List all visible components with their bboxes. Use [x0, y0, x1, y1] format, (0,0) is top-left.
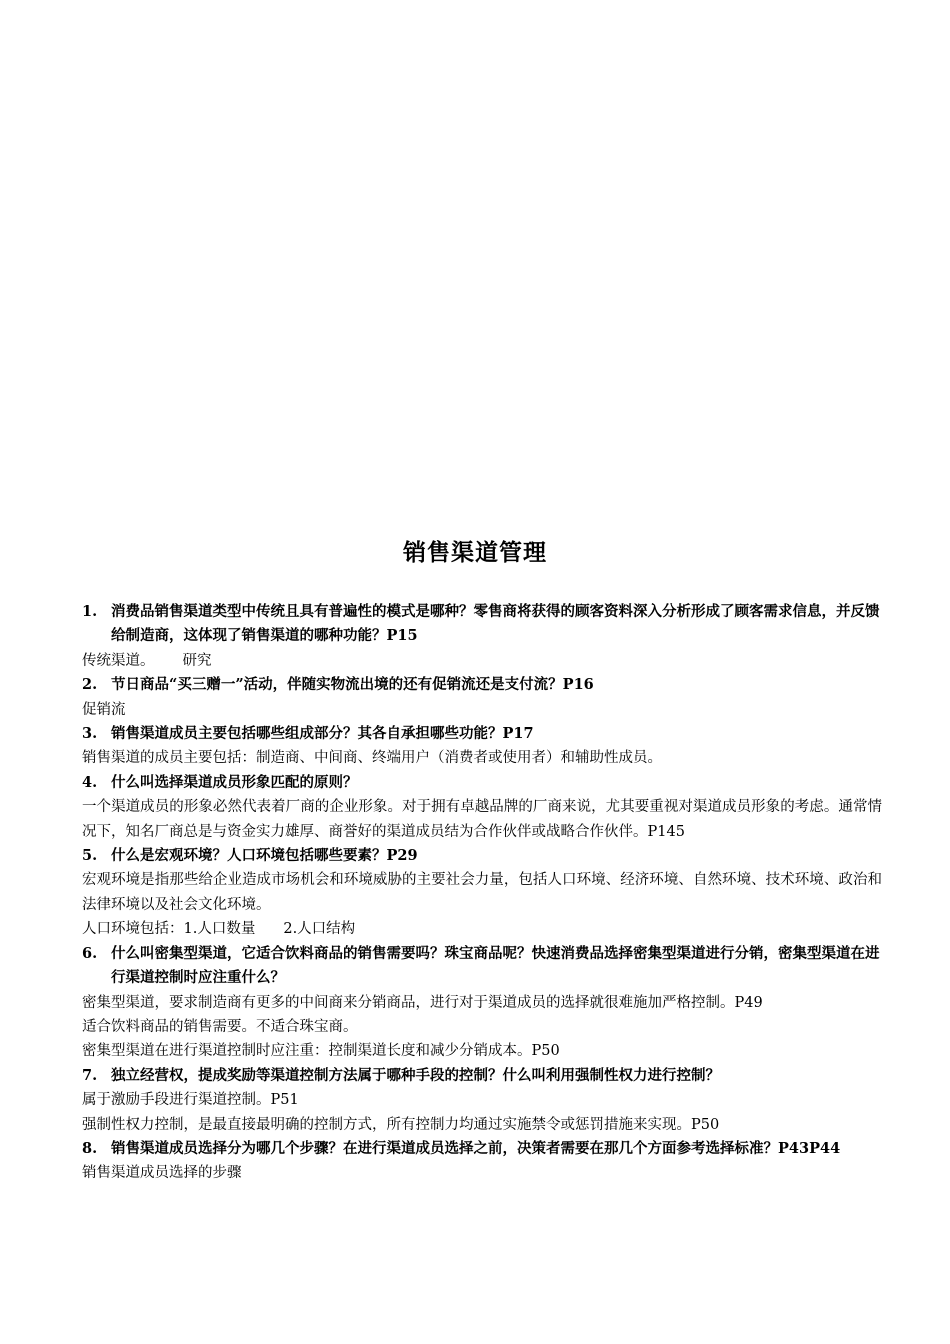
- question-4: [82, 771, 882, 795]
- question-2: [82, 673, 882, 697]
- question-3: [82, 722, 882, 746]
- question-1: [82, 600, 882, 649]
- answer-3: 销售渠道的成员主要包括：制造商、中间商、终端用户（消费者或使用者）和辅助性成员。: [82, 750, 662, 767]
- answer-text: 2.人口结构: [283, 921, 356, 938]
- question-number: 5.: [82, 847, 98, 865]
- answer-text: 人口环境包括：1.人口数量: [82, 921, 256, 938]
- question-text: 节日商品“买三赠一”活动，伴随实物流出境的还有促销流还是支付流？P16: [111, 676, 594, 694]
- answer-6-b: 适合饮料商品的销售需要。不适合珠宝商。: [82, 1018, 358, 1035]
- question-number: 4.: [82, 773, 98, 791]
- question-text: 什么叫选择渠道成员形象匹配的原则？: [111, 773, 358, 791]
- question-number: 2.: [82, 676, 98, 694]
- question-text: 独立经营权，提成奖励等渠道控制方法属于哪种手段的控制？什么叫利用强制性权力进行控制？: [111, 1066, 720, 1084]
- answer-7-a: 属于激励手段进行渠道控制。P51: [82, 1092, 299, 1109]
- question-number: 8.: [82, 1139, 98, 1157]
- question-text: 消费品销售渠道类型中传统且具有普遍性的模式是哪种？零售商将获得的顾客资料深入分析形成了顾客需求信息，并反馈给制造商，这体现了销售渠道的哪种功能？P15: [111, 603, 880, 645]
- question-text: 什么是宏观环境？人口环境包括哪些要素？P29: [111, 847, 418, 865]
- question-text: 销售渠道成员选择分为哪几个步骤？在进行渠道成员选择之前，决策者需要在那几个方面参考选择标准？P43P44: [111, 1139, 841, 1157]
- question-number: 1.: [82, 603, 98, 620]
- question-text: 销售渠道成员主要包括哪些组成部分？其各自承担哪些功能？P17: [111, 725, 534, 743]
- answer-8: 销售渠道成员选择的步骤: [82, 1165, 242, 1182]
- answer-text: 研究: [182, 652, 212, 669]
- answer-6-c: 密集型渠道在进行渠道控制时应注重：控制渠道长度和减少分销成本。P50: [82, 1043, 560, 1060]
- question-number: 3.: [82, 725, 98, 743]
- document-title: 销售渠道管理: [403, 540, 547, 566]
- answer-7-b: 强制性权力控制，是最直接最明确的控制方式，所有控制力均通过实施禁令或惩罚措施来实现。P50: [82, 1116, 720, 1133]
- answer-text: 传统渠道。: [82, 652, 155, 669]
- question-text: 什么叫密集型渠道，它适合饮料商品的销售需要吗？珠宝商品呢？快速消费品选择密集型渠道进行分销，密集型渠道在进行渠道控制时应注重什么？: [111, 944, 880, 987]
- question-7: [82, 1064, 882, 1088]
- question-number: 6.: [82, 944, 98, 962]
- question-8: [82, 1137, 882, 1161]
- answer-1: [82, 649, 882, 673]
- answer-6-a: 密集型渠道，要求制造商有更多的中间商来分销商品，进行对于渠道成员的选择就很难施加严格控制。P49: [82, 994, 763, 1011]
- answer-5: 宏观环境是指那些给企业造成市场机会和环境威胁的主要社会力量，包括人口环境、经济环境、自然环境、技术环境、政治和法律环境以及社会文化环境。: [82, 872, 882, 913]
- answer-2: 促销流: [82, 701, 126, 718]
- qa-list: [82, 600, 882, 1186]
- question-number: 7.: [82, 1066, 98, 1084]
- answer-5-list: [82, 917, 882, 941]
- question-5: [82, 844, 882, 868]
- question-6: [82, 942, 882, 991]
- answer-4: 一个渠道成员的形象必然代表着厂商的企业形象。对于拥有卓越品牌的厂商来说，尤其要重视对渠道成员形象的考虑。通常情况下，知名厂商总是与资金实力雄厚、商誉好的渠道成员结为合作伙伴或战略合作伙伴。P145: [82, 799, 882, 840]
